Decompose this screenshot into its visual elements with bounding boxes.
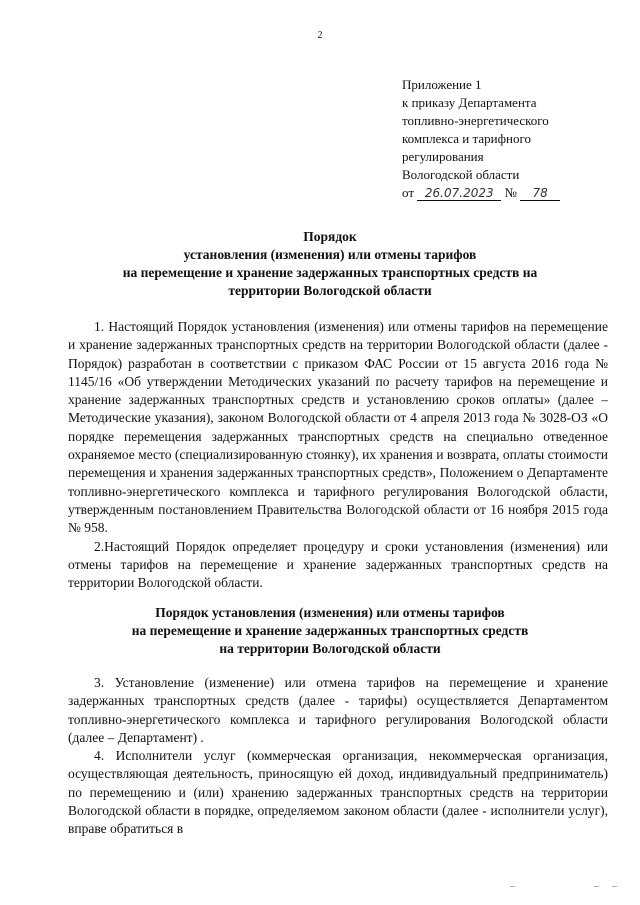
order-date: 26.07.2023: [417, 186, 501, 201]
order-number: 78: [520, 186, 560, 201]
appendix-line: регулирования: [402, 149, 484, 164]
appendix-date-line: [402, 184, 622, 202]
section-title-line: на перемещение и хранение задержанных транспортных средств: [131, 623, 529, 638]
document-title: [80, 228, 580, 300]
intro-paragraphs: [68, 318, 608, 592]
page-number: 2: [317, 30, 323, 41]
scan-dash: –: [612, 881, 617, 892]
scan-dash: –: [594, 881, 599, 892]
paragraph-2: 2.Настоящий Порядок определяет процедуру и сроки установления (изменения) или отмены тарифов на перемещение и хранение задержанных транспортных средств на территории Вологодской области.: [68, 538, 608, 591]
appendix-line: топливно-энергетического: [402, 113, 549, 128]
section-title-line: на территории Вологодской области: [219, 641, 441, 656]
scan-dash: –: [510, 881, 515, 892]
appendix-block: [402, 76, 622, 202]
section-title: [80, 604, 580, 658]
title-line: Порядок: [303, 229, 357, 244]
section-title-line: Порядок установления (изменения) или отмены тарифов: [155, 605, 505, 620]
appendix-line: Приложение 1: [402, 77, 482, 92]
appendix-line: Вологодской области: [402, 167, 520, 182]
appendix-line: комплекса и тарифного: [402, 131, 531, 146]
paragraph-4: 4. Исполнители услуг (коммерческая организация, некоммерческая организация, осуществляющая деятельность, приносящую ей доход, индивидуальный предприниматель) по перемещению и (или) хранению задержанных транспортных средств на территории Вологодской области в порядке, определяемом законом области (далее - исполнители услуг), вправе обратиться в: [68, 748, 608, 837]
title-line: установления (изменения) или отмены тарифов: [183, 247, 477, 262]
paragraph-3: 3. Установление (изменение) или отмена тарифов на перемещение и хранение задержанных транспортных средств (далее - тарифы) осуществляется Департаментом топливно-энергетического комплекса и тарифного регулирования Вологодской области (далее – Департамент) .: [68, 675, 608, 745]
title-line: на перемещение и хранение задержанных транспортных средств на: [122, 265, 538, 280]
date-prefix: от: [402, 185, 415, 200]
title-line: территории Вологодской области: [228, 283, 432, 298]
section-paragraphs: [68, 674, 608, 839]
appendix-line: к приказу Департамента: [402, 95, 537, 110]
paragraph-1: 1. Настоящий Порядок установления (изменения) или отмены тарифов на перемещение и хранение задержанных транспортных средств на территории Вологодской области (далее - Порядок) разработан в соответствии с приказом ФАС России от 15 августа 2016 года № 1145/16 «Об утверждении Методических указаний по расчету тарифов на перемещение и хранение задержанных транспортных средств и установлению сроков оплаты» (далее – Методические указания), законом Вологодской области от 4 апреля 2013 года № 3028-ОЗ «О порядке перемещения задержанных транспортных средств на специально отведенное охраняемое место (специализированную стоянку), их хранения и возврата, оплаты стоимости перемещения и хранения задержанных транспортных средств», Положением о Департаменте топливно-энергетического комплекса и тарифного регулирования Вологодской области, утвержденным постановлением Правительства Вологодской области от 16 ноября 2015 года № 958.: [68, 319, 608, 536]
number-sign: №: [504, 185, 517, 200]
